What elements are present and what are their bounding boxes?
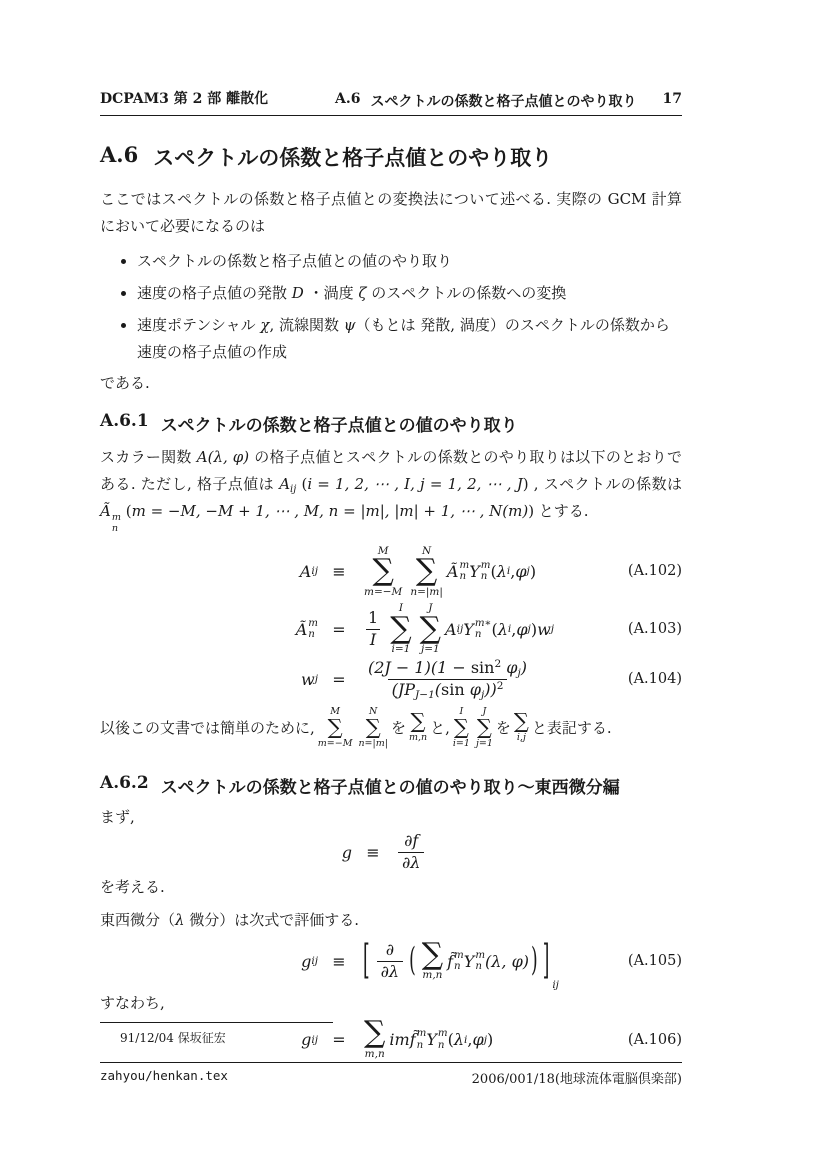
equation-relation: ≡: [332, 561, 346, 581]
fraction: [364, 658, 531, 701]
footnote-rule: [100, 1022, 333, 1023]
math-token: f̃: [447, 951, 454, 971]
equation-rhs: ∑ m,n im f̃ m n Y m n ( λ i , φ j ): [364, 1015, 494, 1060]
sigma-glyph: ∑: [372, 553, 394, 589]
supsub: [475, 950, 485, 973]
sum-lower-limit: j=1: [475, 737, 493, 749]
after-list-text: である.: [100, 374, 150, 392]
summation-symbol: [390, 602, 411, 656]
math-superscript: m: [459, 558, 470, 571]
fraction-numerator: ∂: [385, 939, 394, 959]
sigma-glyph: ∑: [513, 709, 529, 734]
supsub: [454, 950, 464, 973]
equation-relation: =: [332, 619, 346, 639]
math-token: (: [490, 561, 497, 581]
paragraph-text: の格子点値とスペクトルの係数とのやり取りは以下のとおりである. ただし, 格子点値は: [100, 448, 682, 493]
math-token: ,: [467, 1030, 473, 1050]
math-token: λ: [175, 910, 185, 929]
subsection-number: A.6.1: [100, 411, 149, 431]
s62-paragraph-4: すなわち,: [100, 994, 165, 1013]
equation-number: (A.102): [627, 563, 682, 580]
equation-rhs: [360, 658, 535, 701]
math-token: im: [389, 1030, 410, 1050]
s62-paragraph-1: まず,: [100, 808, 135, 827]
fraction-denominator: I: [366, 629, 380, 651]
sum-lower-limit: m=−M: [317, 737, 353, 749]
summation-symbol: [410, 545, 443, 599]
sum-upper-limit: J: [482, 706, 487, 718]
sum-upper-limit: N: [422, 544, 432, 557]
equation-lhs: A ij: [299, 561, 318, 581]
math-superscript: m: [111, 512, 121, 524]
header-section-title: スペクトルの係数と格子点値とのやり取り: [370, 94, 637, 110]
sum-lower-limit: i,j: [516, 732, 526, 744]
fraction: [364, 608, 382, 651]
math-token: Y: [463, 951, 475, 971]
math-superscript: m: [454, 948, 464, 961]
sum-lower-limit: i=1: [452, 737, 470, 749]
sum-lower-limit: m=−M: [364, 585, 403, 598]
math-token: A: [279, 475, 291, 493]
math-token: φ: [515, 561, 527, 581]
math-subscript: n: [437, 1038, 445, 1051]
paragraph-text: スカラー関数: [100, 448, 197, 466]
header-rule: [100, 115, 682, 116]
s62-paragraph-3: [100, 907, 682, 934]
subsection-heading-a62: [100, 773, 682, 798]
supsub: [438, 1028, 448, 1051]
header-section-number: A.6: [335, 91, 361, 107]
subsection-heading-a61: [100, 411, 682, 436]
math-superscript: m∗: [474, 616, 492, 629]
page-content: [100, 0, 682, 1060]
summation-symbol: [358, 706, 388, 749]
math-token: i = 1, 2, ⋯ , I, j = 1, 2, ⋯ , J: [307, 475, 523, 493]
summation-symbol: [421, 936, 444, 982]
footer-credit: 2006/001/18(地球流体電脳倶楽部): [471, 1072, 682, 1087]
sigma-glyph: ∑: [476, 714, 492, 739]
sum-upper-limit: J: [428, 602, 433, 615]
math-token: ): [530, 619, 538, 639]
paragraph-text: と表記する.: [531, 719, 612, 738]
equation-a103: [100, 602, 682, 656]
running-header: [100, 0, 682, 111]
notation-paragraph: [100, 706, 682, 749]
math-token: λ: [497, 619, 508, 639]
math-token: A: [445, 619, 457, 639]
math-token: λ: [453, 1030, 465, 1050]
math-subscript: n: [111, 522, 119, 534]
list-item: [100, 312, 682, 366]
math-subscript: n: [454, 960, 461, 973]
page-number: 17: [662, 91, 682, 107]
math-token: f̃: [409, 1030, 416, 1050]
header-right: [335, 91, 682, 111]
summation-symbol: [513, 709, 529, 744]
math-subscript: n: [475, 960, 482, 973]
math-subscript: j: [480, 688, 485, 701]
section-title-number: A.6: [100, 142, 139, 167]
list-item-text: ・渦度: [303, 284, 359, 302]
math-token: w: [301, 669, 315, 689]
bullet-icon: [121, 323, 126, 328]
list-item-text: 速度ポテンシャル: [137, 316, 261, 334]
supsub: [459, 560, 469, 583]
equation-relation: =: [332, 669, 346, 689]
sum-upper-limit: M: [330, 706, 340, 718]
equation-rhs: M ∑ m=−M N ∑ n=|m| Ã m n Y m n ( λ i , φ j ): [364, 544, 537, 598]
header-section: [335, 91, 636, 111]
math-function: sin: [470, 657, 495, 677]
equation-number: (A.106): [627, 1031, 682, 1048]
s61-paragraph: [100, 444, 682, 535]
math-token: ): [486, 1030, 494, 1050]
list-item-text: （もとは 発散, 渦度）のスペクトルの係数から速度の格子点値の作成: [137, 316, 670, 361]
sum-upper-limit: I: [459, 706, 464, 718]
equation-lhs: g ij: [301, 1030, 318, 1050]
section-title-text: スペクトルの係数と格子点値とのやり取り: [153, 145, 553, 170]
equation-relation: ≡: [332, 951, 346, 971]
equation-number: (A.103): [627, 621, 682, 638]
math-token: ,: [511, 619, 517, 639]
equation-number: (A.104): [627, 671, 682, 688]
sigma-glyph: ∑: [365, 714, 381, 739]
paragraph-text: を: [495, 719, 511, 738]
sigma-glyph: ∑: [364, 1015, 386, 1051]
bullet-list: [100, 248, 682, 366]
summation-symbol: [408, 709, 428, 744]
math-subscript: ij: [290, 483, 297, 495]
right-bracket: ]: [542, 937, 550, 985]
math-superscript: 2: [496, 679, 504, 692]
supsub: [475, 618, 492, 641]
sum-lower-limit: n=|m|: [358, 737, 388, 749]
supsub: [481, 560, 491, 583]
math-token: Y: [463, 619, 474, 639]
sum-lower-limit: i=1: [391, 643, 411, 656]
math-token: (2J − 1)(1 −: [368, 657, 471, 677]
math-token: g: [301, 951, 312, 971]
page-footer: [100, 1068, 682, 1087]
math-token: χ: [260, 316, 270, 334]
section-title: [100, 142, 682, 172]
left-bracket: [: [363, 937, 370, 985]
equation-lhs: w j: [301, 669, 318, 689]
fraction-denominator: [388, 679, 508, 701]
footer-filename: zahyou/henkan.tex: [100, 1068, 228, 1083]
math-token: A: [299, 561, 312, 581]
sum-upper-limit: M: [377, 544, 389, 557]
math-token: m = −M, −M + 1, ⋯ , M, n = |m|, |m| + 1, ⋯ , N(m): [131, 502, 529, 520]
equation-relation: =: [332, 1030, 346, 1050]
header-left: DCPAM3 第 2 部 離散化: [100, 91, 269, 107]
paragraph-text: を: [390, 719, 406, 738]
sum-upper-limit: I: [398, 602, 403, 615]
equation-a105: [100, 936, 682, 992]
sigma-glyph: ∑: [415, 553, 438, 589]
intro-paragraph: ここではスペクトルの係数と格子点値との変換法について述べる. 実際の GCM 計算において必要になるのは: [100, 190, 682, 235]
sigma-glyph: ∑: [421, 936, 444, 972]
subsection-title: スペクトルの係数と格子点値との値のやり取り: [160, 416, 518, 436]
equation-rhs: $\frac{1}{I}$ I ∑ i=1 J ∑ j=1 A ij Y m∗ n ( λ i , φ j ) w j: [360, 602, 554, 656]
math-subscript: ij: [552, 979, 559, 992]
summation-symbol: [364, 1015, 386, 1060]
math-subscript: n: [474, 628, 482, 641]
s62-paragraph-2: を考える.: [100, 877, 165, 896]
fraction-numerator: [364, 658, 531, 679]
math-superscript: m: [416, 1027, 427, 1040]
math-subscript: n: [480, 570, 488, 583]
math-token: D: [291, 284, 304, 302]
math-subscript: n: [416, 1038, 424, 1051]
equation-rhs: [360, 936, 559, 992]
sigma-glyph: ∑: [410, 709, 426, 734]
right-paren: ): [531, 942, 538, 981]
left-paren: (: [409, 942, 416, 981]
math-token: (: [447, 1030, 454, 1050]
math-token: (λ, φ): [485, 951, 530, 971]
math-token: (JP: [391, 679, 415, 699]
math-function: sin: [441, 679, 465, 699]
paragraph-text: ) , スペクトルの係数は: [522, 475, 683, 493]
math-token: Ã: [446, 561, 459, 581]
paragraph-text: 以後この文書では簡単のために,: [100, 719, 315, 738]
math-token: g: [301, 1030, 312, 1050]
fraction-denominator: ∂λ: [398, 852, 424, 874]
fraction: [398, 831, 424, 874]
math-token: ): [529, 561, 537, 581]
math-token: ): [520, 657, 528, 677]
paragraph-text: (: [296, 475, 308, 493]
math-token: ,: [510, 561, 516, 581]
math-superscript: m: [437, 1027, 448, 1040]
equation-a102: [100, 545, 682, 599]
supsub: [308, 618, 318, 641]
supsub: [112, 513, 121, 534]
math-token: φ: [472, 1030, 484, 1050]
summation-symbol: [453, 706, 470, 749]
sigma-glyph: ∑: [453, 714, 469, 739]
sum-lower-limit: m,n: [422, 969, 443, 982]
math-subscript: n: [308, 628, 315, 641]
math-token: ζ: [358, 284, 367, 302]
list-item-text: , 流線関数: [269, 316, 344, 334]
equation-relation: ≡: [366, 842, 380, 862]
paragraph-text: (: [120, 502, 132, 520]
equation-number: (A.105): [627, 953, 682, 970]
math-token: φ: [469, 679, 481, 699]
math-subscript: j: [517, 667, 521, 680]
equation-g: [100, 831, 682, 874]
bullet-icon: [121, 259, 126, 264]
fraction-numerator: ∂f: [404, 831, 419, 851]
math-token: w: [537, 619, 551, 639]
math-token: g: [341, 842, 352, 862]
math-token: (: [491, 619, 498, 639]
math-token: Y: [469, 561, 480, 581]
footer-rule: [100, 1062, 682, 1063]
subsection-number: A.6.2: [100, 773, 149, 794]
fraction-numerator: 1: [368, 607, 379, 627]
math-superscript: m: [475, 948, 486, 961]
equation-a104: [100, 658, 682, 701]
list-item-text: 速度の格子点値の発散: [137, 284, 292, 302]
math-superscript: m: [308, 616, 318, 629]
math-token: Ã: [295, 619, 308, 639]
subsection-title: スペクトルの係数と格子点値との値のやり取り〜東西微分編: [160, 778, 620, 799]
math-token: φ: [516, 619, 528, 639]
fraction: [377, 940, 403, 983]
math-token: φ: [506, 657, 518, 677]
math-token: Ã: [100, 502, 111, 520]
sigma-glyph: ∑: [390, 610, 412, 646]
equation-lhs: [100, 618, 318, 641]
sum-lower-limit: m,n: [408, 732, 428, 744]
list-item-text: のスペクトルの係数への変換: [366, 284, 567, 302]
math-token: λ: [496, 561, 507, 581]
bullet-icon: [121, 291, 126, 296]
summation-symbol: [364, 545, 402, 599]
list-item: [100, 280, 682, 307]
summation-symbol: [318, 706, 353, 749]
sum-lower-limit: m,n: [364, 1047, 385, 1060]
summation-symbol: [476, 706, 493, 749]
summation-symbol: [420, 602, 441, 656]
math-token: A(λ, φ): [196, 448, 250, 466]
math-token: ψ: [343, 316, 356, 334]
equation-lhs: g ij: [301, 951, 318, 971]
math-token: Y: [426, 1030, 437, 1050]
sigma-glyph: ∑: [327, 714, 343, 739]
math-subscript: n: [459, 570, 467, 583]
sum-upper-limit: N: [369, 706, 378, 718]
math-superscript: 2: [494, 658, 502, 671]
sum-lower-limit: n=|m|: [410, 585, 443, 598]
sigma-glyph: ∑: [419, 610, 442, 646]
paragraph-text: 東西微分（: [100, 910, 176, 929]
footnote-text: 91/12/04 保坂征宏: [120, 1031, 226, 1045]
list-item-text: スペクトルの係数と格子点値との値のやり取り: [137, 252, 453, 270]
paragraph-text: と,: [430, 719, 450, 738]
supsub: [417, 1028, 427, 1051]
math-subscript: J−1: [415, 688, 435, 701]
equation-rhs: [394, 831, 428, 874]
paragraph-text: 微分）は次式で評価する.: [184, 910, 360, 929]
paragraph-text: ) とする.: [528, 502, 589, 520]
math-token: )): [484, 679, 497, 699]
fraction-denominator: ∂λ: [377, 961, 403, 983]
math-superscript: m: [480, 558, 491, 571]
sum-lower-limit: j=1: [420, 643, 440, 656]
equation-lhs: [100, 843, 352, 862]
math-token: (: [434, 679, 442, 699]
list-item: [100, 248, 682, 275]
